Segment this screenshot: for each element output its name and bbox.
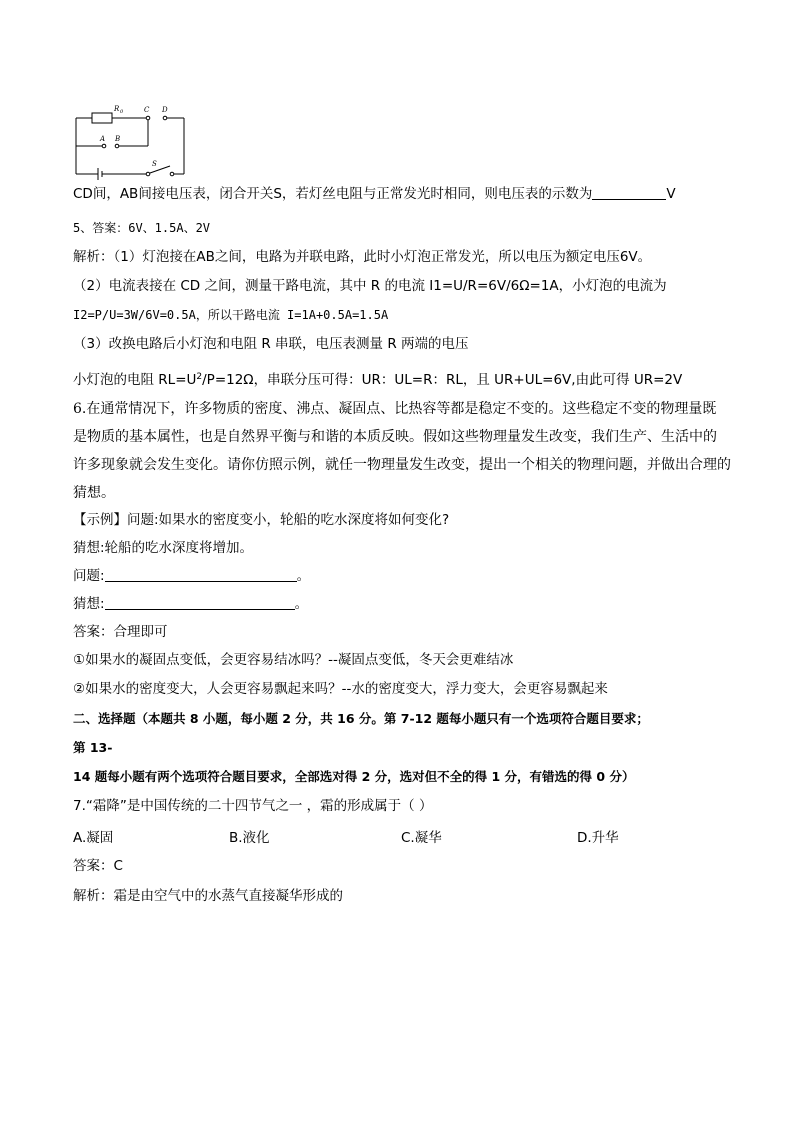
q6-answer2: ②如果水的密度变大，人会更容易飘起来吗？--水的密度变大，浮力变大，会更容易飘起来 [73, 681, 608, 697]
q7-option-c: C.凝华 [401, 830, 442, 846]
q6-line4: 猜想。 [73, 485, 115, 501]
terminal-c [146, 116, 150, 120]
circuit-diagram [66, 100, 196, 180]
label-r0-sub: 0 [120, 109, 124, 115]
q5-answer-blank [592, 185, 666, 200]
q6-guess-end: 。 [294, 596, 309, 612]
q6-example-question: 【示例】问题:如果水的密度变小，轮船的吃水深度将如何变化? [73, 512, 450, 528]
q6-example-guess: 猜想:轮船的吃水深度将增加。 [73, 540, 254, 556]
resistor-r0 [92, 113, 112, 123]
answer5-analysis2a: （2）电流表接在 CD 之间，测量干路电流，其中 R 的电流 I1=U/R=6V/6Ω=1A，小灯泡的电流为 [73, 278, 667, 294]
label-d: D [162, 106, 168, 114]
terminal-a [102, 144, 106, 148]
answer5-title: 5、答案：6V、1.5A、2V [73, 221, 211, 235]
section2-heading2: 第 13- [73, 740, 113, 755]
q6-question-label: 问题: [73, 568, 105, 584]
label-s: S [152, 160, 157, 168]
q6-question-end: 。 [296, 568, 311, 584]
answer5-analysis4-post: /P=12Ω，串联分压可得：UR：UL=R：RL，且 UR+UL=6V,由此可得 UR=2V [202, 372, 683, 388]
label-b: B [115, 135, 121, 143]
q7-option-d: D.升华 [577, 830, 619, 846]
q6-guess-blank [105, 595, 295, 610]
q7-option-b: B.液化 [229, 830, 270, 846]
q6-line3: 许多现象就会发生变化。请你仿照示例，就任一物理量发生改变，提出一个相关的物理问题，并做出合理的 [73, 457, 731, 473]
q7-option-a: A.凝固 [73, 830, 114, 846]
section2-heading3: 14 题每小题有两个选项符合题目要求，全部选对得 2 分，选对但不全的得 1 分，有错选的得 0 分） [73, 769, 635, 784]
q5-tail-text: CD间，AB间接电压表，闭合开关S，若灯丝电阻与正常发光时相同，则电压表的示数为 [73, 186, 593, 202]
answer5-analysis1: 解析：（1）灯泡接在AB之间，电路为并联电路，此时小灯泡正常发光，所以电压为额定电压6V。 [73, 249, 652, 265]
terminal-b [115, 144, 119, 148]
answer5-analysis4-pre: 小灯泡的电阻 RL=U [73, 372, 197, 388]
q6-question-line [73, 566, 310, 586]
q7-stem: 7.“霜降”是中国传统的二十四节气之一 ，霜的形成属于（ ） [73, 798, 433, 814]
q7-analysis: 解析：霜是由空气中的水蒸气直接凝华形成的 [73, 888, 343, 904]
q6-line2: 是物质的基本属性，也是自然界平衡与和谐的本质反映。假如这些物理量发生改变，我们生产、生活中的 [73, 429, 717, 445]
q6-question-blank [105, 567, 297, 582]
answer5-analysis2b: I2=P/U=3W/6V=0.5A，所以干路电流 I=1A+0.5A=1.5A [73, 308, 389, 322]
label-c: C [144, 106, 150, 114]
q7-answer: 答案：C [73, 858, 123, 874]
section2-heading1: 二、选择题（本题共 8 小题，每小题 2 分，共 16 分。第 7-12 题每小题只有一个选项符合题目要求； [73, 711, 649, 726]
q6-guess-line [73, 594, 308, 614]
q5-unit: V [666, 186, 676, 202]
answer5-analysis4-sup: 2 [196, 372, 203, 382]
answer5-analysis3: （3）改换电路后小灯泡和电阻 R 串联，电压表测量 R 两端的电压 [73, 336, 469, 352]
q6-answer: 答案：合理即可 [73, 624, 168, 640]
terminal-d [163, 116, 167, 120]
label-a: A [100, 135, 106, 143]
q6-line1: 6.在通常情况下，许多物质的密度、沸点、凝固点、比热容等都是稳定不变的。这些稳定不变的物理量既 [73, 401, 717, 417]
q6-guess-label: 猜想: [73, 596, 105, 612]
answer5-analysis4 [73, 370, 682, 390]
q6-answer1: ①如果水的凝固点变低，会更容易结冰吗？--凝固点变低，冬天会更难结冰 [73, 652, 514, 668]
label-r0: R [114, 105, 120, 113]
q5-tail-line [73, 184, 676, 204]
